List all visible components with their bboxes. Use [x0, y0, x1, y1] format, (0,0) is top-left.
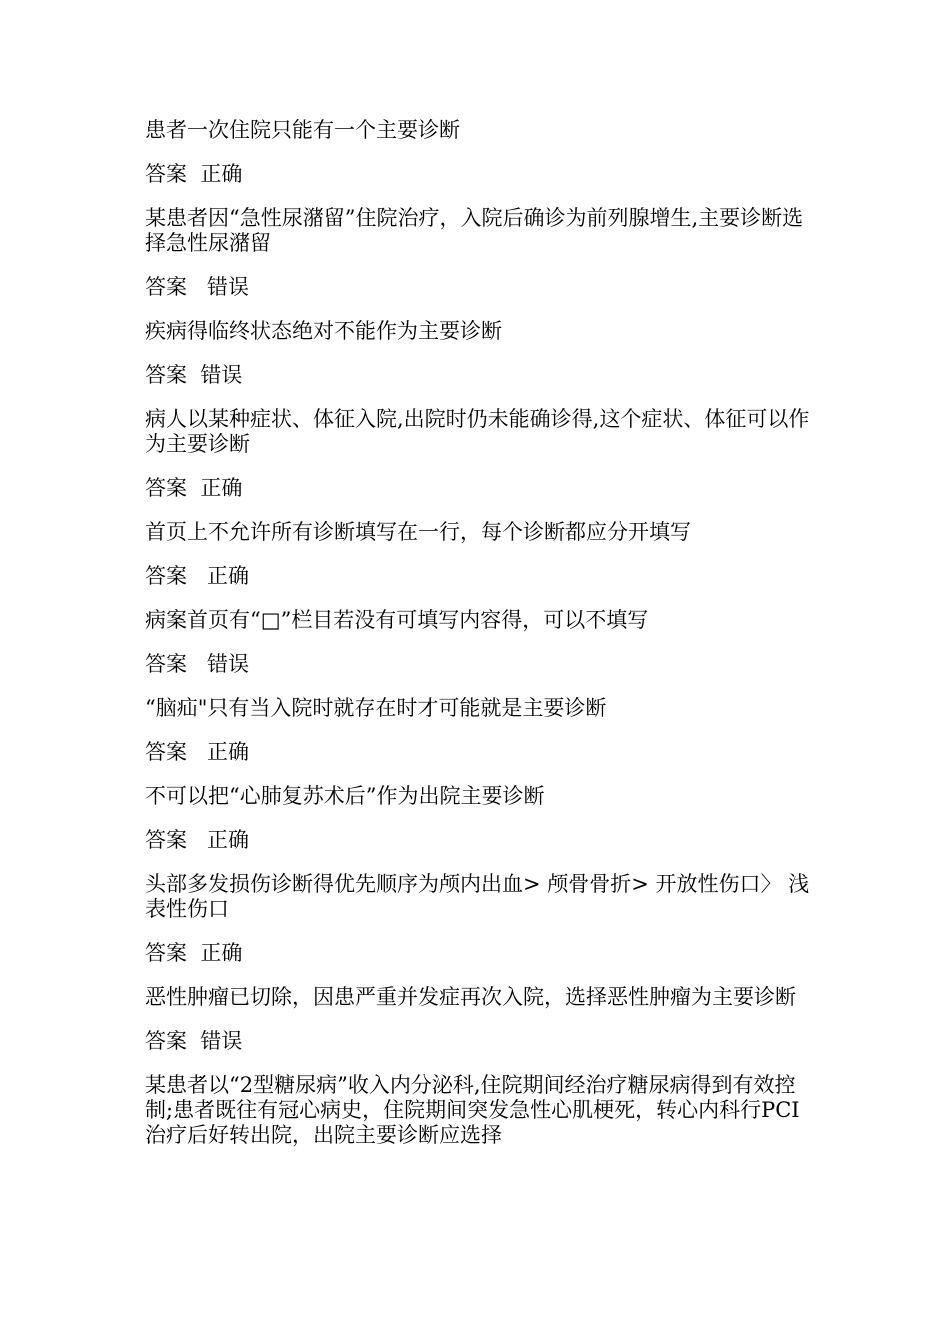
- answer-9: 答案 正确: [145, 941, 243, 965]
- answer-2: 答案 错误: [145, 275, 250, 299]
- question-7: “脑疝"只有当入院时就存在时才可能就是主要诊断: [145, 696, 607, 720]
- answer-3: 答案 错误: [145, 363, 243, 387]
- answer-1: 答案 正确: [145, 162, 243, 186]
- answer-6: 答案 错误: [145, 652, 250, 676]
- answer-10: 答案 错误: [145, 1029, 243, 1053]
- question-8: 不可以把“心肺复苏术后”作为出院主要诊断: [145, 784, 545, 808]
- question-4: 病人以某种症状、体征入院,出院时仍未能确诊得,这个症状、体征可以作为主要诊断: [145, 407, 810, 456]
- answer-7: 答案 正确: [145, 740, 250, 764]
- question-1: 患者一次住院只能有一个主要诊断: [145, 118, 460, 142]
- question-11: 某患者以“2型糖尿病”收入内分泌科,住院期间经治疗糖尿病得到有效控制;患者既往有冠心病史，住院期间突发急性心肌梗死，转心内科行PCI治疗后好转出院，出院主要诊断应选择: [145, 1073, 800, 1147]
- question-6: 病案首页有“□”栏目若没有可填写内容得，可以不填写: [145, 608, 649, 632]
- question-10: 恶性肿瘤已切除，因患严重并发症再次入院，选择恶性肿瘤为主要诊断: [145, 985, 796, 1009]
- answer-5: 答案 正确: [145, 564, 250, 588]
- question-9: 头部多发损伤诊断得优先顺序为颅内出血> 颅骨骨折> 开放性伤口〉 浅表性伤口: [145, 872, 810, 921]
- question-3: 疾病得临终状态绝对不能作为主要诊断: [145, 319, 502, 343]
- question-2: 某患者因“急性尿潴留”住院治疗，入院后确诊为前列腺增生,主要诊断选择急性尿潴留: [145, 206, 804, 255]
- document-page: [145, 118, 810, 1148]
- answer-4: 答案 正确: [145, 476, 243, 500]
- answer-8: 答案 正确: [145, 828, 250, 852]
- question-5: 首页上不允许所有诊断填写在一行，每个诊断都应分开填写: [145, 520, 691, 544]
